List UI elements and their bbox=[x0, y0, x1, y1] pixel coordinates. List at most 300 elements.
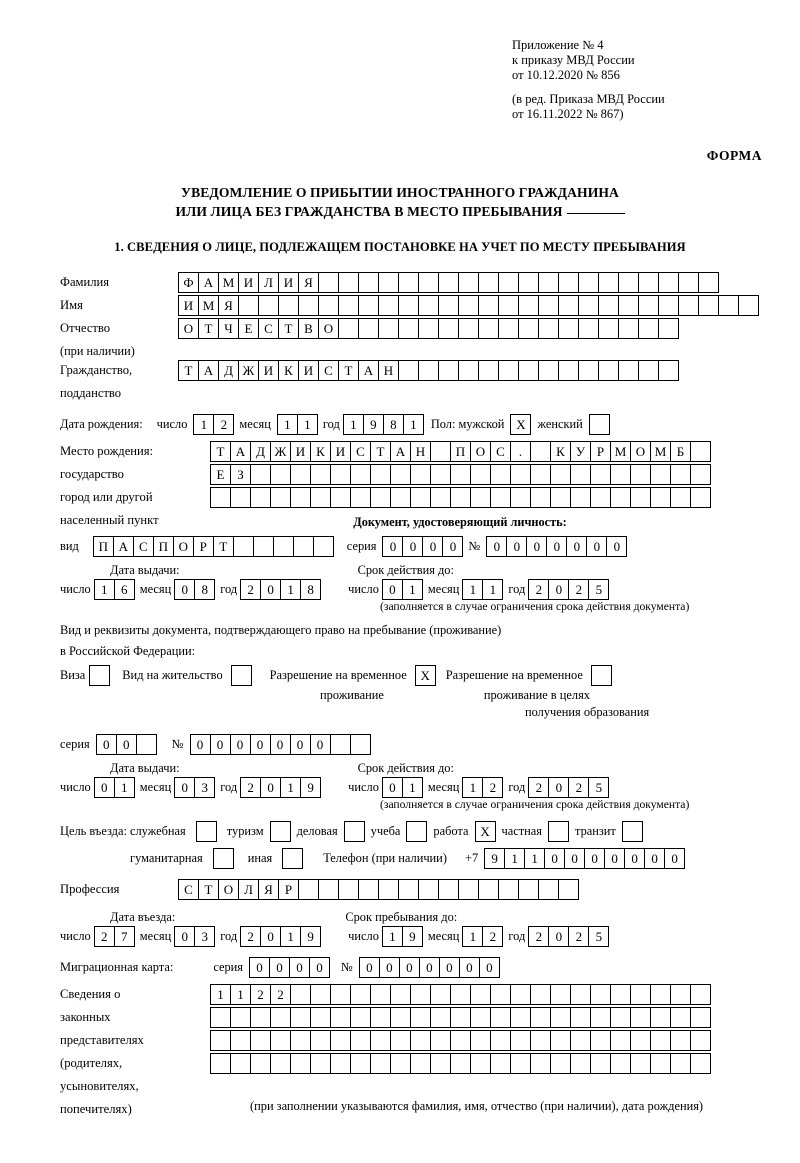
char-cell[interactable]: С bbox=[133, 536, 154, 557]
permit-issue-day-input[interactable] bbox=[94, 777, 134, 798]
char-cell[interactable]: 2 bbox=[250, 984, 271, 1005]
char-cell[interactable] bbox=[670, 1030, 691, 1051]
char-cell[interactable]: 1 bbox=[504, 848, 525, 869]
char-cell[interactable] bbox=[570, 984, 591, 1005]
char-cell[interactable] bbox=[658, 295, 679, 316]
char-cell[interactable]: К bbox=[310, 441, 331, 462]
char-cell[interactable] bbox=[370, 1030, 391, 1051]
char-cell[interactable]: В bbox=[298, 318, 319, 339]
char-cell[interactable] bbox=[258, 295, 279, 316]
char-cell[interactable] bbox=[490, 1007, 511, 1028]
doc-valid-month-input[interactable] bbox=[462, 579, 502, 600]
char-cell[interactable] bbox=[638, 318, 659, 339]
migration-series-input[interactable] bbox=[249, 957, 329, 978]
char-cell[interactable]: П bbox=[450, 441, 471, 462]
char-cell[interactable] bbox=[230, 1030, 251, 1051]
char-cell[interactable] bbox=[430, 464, 451, 485]
char-cell[interactable]: 2 bbox=[240, 777, 261, 798]
char-cell[interactable] bbox=[550, 1007, 571, 1028]
char-cell[interactable] bbox=[418, 318, 439, 339]
char-cell[interactable] bbox=[518, 879, 539, 900]
char-cell[interactable] bbox=[410, 1030, 431, 1051]
char-cell[interactable] bbox=[430, 984, 451, 1005]
purpose-study-checkbox[interactable] bbox=[406, 821, 427, 842]
char-cell[interactable] bbox=[478, 879, 499, 900]
char-cell[interactable]: И bbox=[278, 272, 299, 293]
char-cell[interactable] bbox=[358, 295, 379, 316]
char-cell[interactable] bbox=[578, 272, 599, 293]
citizenship-input[interactable] bbox=[178, 360, 678, 381]
doc-series-input[interactable] bbox=[382, 536, 462, 557]
char-cell[interactable] bbox=[450, 1053, 471, 1074]
char-cell[interactable]: 0 bbox=[230, 734, 251, 755]
char-cell[interactable]: 0 bbox=[544, 848, 565, 869]
char-cell[interactable]: 9 bbox=[300, 777, 321, 798]
char-cell[interactable] bbox=[390, 1007, 411, 1028]
doc-issue-day-input[interactable] bbox=[94, 579, 134, 600]
char-cell[interactable] bbox=[530, 1007, 551, 1028]
char-cell[interactable]: И bbox=[258, 360, 279, 381]
patronymic-input[interactable] bbox=[178, 318, 678, 339]
char-cell[interactable]: Я bbox=[258, 879, 279, 900]
char-cell[interactable]: 0 bbox=[664, 848, 685, 869]
char-cell[interactable]: И bbox=[298, 360, 319, 381]
char-cell[interactable] bbox=[630, 1007, 651, 1028]
char-cell[interactable]: 0 bbox=[190, 734, 211, 755]
char-cell[interactable] bbox=[570, 487, 591, 508]
char-cell[interactable]: 0 bbox=[260, 926, 281, 947]
char-cell[interactable] bbox=[610, 1053, 631, 1074]
char-cell[interactable] bbox=[313, 536, 334, 557]
char-cell[interactable]: 9 bbox=[363, 414, 384, 435]
char-cell[interactable]: Л bbox=[238, 879, 259, 900]
char-cell[interactable] bbox=[470, 464, 491, 485]
char-cell[interactable]: 9 bbox=[402, 926, 423, 947]
char-cell[interactable]: 0 bbox=[442, 536, 463, 557]
char-cell[interactable] bbox=[290, 464, 311, 485]
char-cell[interactable] bbox=[670, 984, 691, 1005]
phone-input[interactable] bbox=[484, 848, 684, 869]
char-cell[interactable] bbox=[618, 318, 639, 339]
char-cell[interactable] bbox=[390, 487, 411, 508]
surname-input[interactable] bbox=[178, 272, 718, 293]
char-cell[interactable]: Я bbox=[298, 272, 319, 293]
char-cell[interactable] bbox=[270, 464, 291, 485]
char-cell[interactable]: 0 bbox=[566, 536, 587, 557]
char-cell[interactable] bbox=[330, 1007, 351, 1028]
char-cell[interactable]: О bbox=[630, 441, 651, 462]
char-cell[interactable]: 1 bbox=[524, 848, 545, 869]
char-cell[interactable] bbox=[630, 487, 651, 508]
char-cell[interactable] bbox=[690, 1007, 711, 1028]
char-cell[interactable] bbox=[358, 318, 379, 339]
char-cell[interactable] bbox=[498, 295, 519, 316]
char-cell[interactable]: 0 bbox=[359, 957, 380, 978]
char-cell[interactable] bbox=[650, 464, 671, 485]
char-cell[interactable]: 0 bbox=[269, 957, 290, 978]
char-cell[interactable]: О bbox=[218, 879, 239, 900]
purpose-other-checkbox[interactable] bbox=[282, 848, 303, 869]
char-cell[interactable] bbox=[430, 441, 451, 462]
char-cell[interactable]: 2 bbox=[240, 926, 261, 947]
char-cell[interactable] bbox=[590, 1030, 611, 1051]
char-cell[interactable]: 1 bbox=[382, 926, 403, 947]
birthdate-month-input[interactable] bbox=[277, 414, 317, 435]
char-cell[interactable]: 6 bbox=[114, 579, 135, 600]
char-cell[interactable]: 0 bbox=[96, 734, 117, 755]
char-cell[interactable]: Т bbox=[338, 360, 359, 381]
char-cell[interactable] bbox=[310, 984, 331, 1005]
char-cell[interactable]: П bbox=[93, 536, 114, 557]
char-cell[interactable] bbox=[550, 1053, 571, 1074]
char-cell[interactable] bbox=[570, 1053, 591, 1074]
char-cell[interactable]: 1 bbox=[280, 579, 301, 600]
char-cell[interactable] bbox=[430, 1030, 451, 1051]
char-cell[interactable] bbox=[136, 734, 157, 755]
char-cell[interactable] bbox=[470, 1030, 491, 1051]
residence-checkbox[interactable] bbox=[231, 665, 252, 686]
char-cell[interactable] bbox=[538, 360, 559, 381]
char-cell[interactable] bbox=[698, 272, 719, 293]
char-cell[interactable] bbox=[330, 1030, 351, 1051]
char-cell[interactable] bbox=[438, 360, 459, 381]
char-cell[interactable] bbox=[510, 1030, 531, 1051]
char-cell[interactable]: 0 bbox=[584, 848, 605, 869]
char-cell[interactable] bbox=[293, 536, 314, 557]
char-cell[interactable]: 0 bbox=[174, 926, 195, 947]
char-cell[interactable]: 0 bbox=[606, 536, 627, 557]
char-cell[interactable]: 0 bbox=[548, 579, 569, 600]
char-cell[interactable] bbox=[250, 487, 271, 508]
char-cell[interactable]: Т bbox=[178, 360, 199, 381]
char-cell[interactable] bbox=[430, 487, 451, 508]
char-cell[interactable]: 2 bbox=[568, 777, 589, 798]
char-cell[interactable] bbox=[670, 464, 691, 485]
stay-year-input[interactable] bbox=[528, 926, 608, 947]
char-cell[interactable] bbox=[570, 1030, 591, 1051]
char-cell[interactable]: С bbox=[490, 441, 511, 462]
char-cell[interactable] bbox=[250, 1053, 271, 1074]
char-cell[interactable] bbox=[630, 464, 651, 485]
edu-residence-checkbox[interactable] bbox=[591, 665, 612, 686]
char-cell[interactable]: О bbox=[470, 441, 491, 462]
char-cell[interactable] bbox=[618, 295, 639, 316]
char-cell[interactable] bbox=[630, 1030, 651, 1051]
char-cell[interactable] bbox=[558, 295, 579, 316]
char-cell[interactable] bbox=[598, 295, 619, 316]
char-cell[interactable]: М bbox=[218, 272, 239, 293]
char-cell[interactable] bbox=[450, 464, 471, 485]
char-cell[interactable] bbox=[598, 318, 619, 339]
char-cell[interactable]: А bbox=[198, 272, 219, 293]
char-cell[interactable] bbox=[418, 295, 439, 316]
char-cell[interactable]: Е bbox=[210, 464, 231, 485]
birthdate-day-input[interactable] bbox=[193, 414, 233, 435]
char-cell[interactable] bbox=[310, 487, 331, 508]
char-cell[interactable]: 1 bbox=[277, 414, 298, 435]
doc-issue-year-input[interactable] bbox=[240, 579, 320, 600]
char-cell[interactable]: 0 bbox=[260, 579, 281, 600]
char-cell[interactable] bbox=[458, 360, 479, 381]
char-cell[interactable] bbox=[270, 1030, 291, 1051]
char-cell[interactable] bbox=[358, 272, 379, 293]
char-cell[interactable] bbox=[630, 1053, 651, 1074]
char-cell[interactable] bbox=[530, 1030, 551, 1051]
char-cell[interactable] bbox=[310, 1030, 331, 1051]
char-cell[interactable]: Т bbox=[213, 536, 234, 557]
char-cell[interactable]: С bbox=[258, 318, 279, 339]
char-cell[interactable] bbox=[390, 1030, 411, 1051]
char-cell[interactable]: 0 bbox=[289, 957, 310, 978]
char-cell[interactable] bbox=[530, 984, 551, 1005]
permit-valid-day-input[interactable] bbox=[382, 777, 422, 798]
char-cell[interactable]: 1 bbox=[94, 579, 115, 600]
char-cell[interactable] bbox=[658, 318, 679, 339]
char-cell[interactable] bbox=[270, 487, 291, 508]
char-cell[interactable]: 0 bbox=[548, 926, 569, 947]
purpose-private-checkbox[interactable] bbox=[548, 821, 569, 842]
char-cell[interactable] bbox=[338, 295, 359, 316]
char-cell[interactable]: 0 bbox=[624, 848, 645, 869]
char-cell[interactable]: 1 bbox=[403, 414, 424, 435]
char-cell[interactable] bbox=[638, 360, 659, 381]
char-cell[interactable]: 0 bbox=[644, 848, 665, 869]
char-cell[interactable] bbox=[450, 1007, 471, 1028]
char-cell[interactable] bbox=[318, 272, 339, 293]
char-cell[interactable]: К bbox=[278, 360, 299, 381]
char-cell[interactable] bbox=[370, 1007, 391, 1028]
char-cell[interactable]: 0 bbox=[174, 777, 195, 798]
char-cell[interactable] bbox=[350, 464, 371, 485]
char-cell[interactable]: 2 bbox=[270, 984, 291, 1005]
char-cell[interactable] bbox=[378, 272, 399, 293]
char-cell[interactable] bbox=[638, 295, 659, 316]
char-cell[interactable]: 1 bbox=[402, 777, 423, 798]
char-cell[interactable] bbox=[538, 272, 559, 293]
char-cell[interactable] bbox=[290, 1007, 311, 1028]
char-cell[interactable] bbox=[310, 1053, 331, 1074]
entry-month-input[interactable] bbox=[174, 926, 214, 947]
char-cell[interactable]: И bbox=[178, 295, 199, 316]
doc-valid-day-input[interactable] bbox=[382, 579, 422, 600]
char-cell[interactable]: И bbox=[290, 441, 311, 462]
char-cell[interactable] bbox=[418, 360, 439, 381]
char-cell[interactable] bbox=[310, 1007, 331, 1028]
char-cell[interactable] bbox=[690, 1053, 711, 1074]
char-cell[interactable] bbox=[550, 1030, 571, 1051]
char-cell[interactable]: 0 bbox=[270, 734, 291, 755]
char-cell[interactable] bbox=[578, 295, 599, 316]
char-cell[interactable] bbox=[558, 360, 579, 381]
char-cell[interactable] bbox=[510, 1053, 531, 1074]
stay-day-input[interactable] bbox=[382, 926, 422, 947]
char-cell[interactable]: О bbox=[178, 318, 199, 339]
char-cell[interactable]: . bbox=[510, 441, 531, 462]
char-cell[interactable] bbox=[458, 272, 479, 293]
char-cell[interactable]: Д bbox=[218, 360, 239, 381]
char-cell[interactable]: 3 bbox=[194, 777, 215, 798]
char-cell[interactable] bbox=[438, 318, 459, 339]
char-cell[interactable]: 0 bbox=[604, 848, 625, 869]
char-cell[interactable] bbox=[478, 318, 499, 339]
char-cell[interactable] bbox=[510, 464, 531, 485]
char-cell[interactable] bbox=[398, 318, 419, 339]
char-cell[interactable]: И bbox=[330, 441, 351, 462]
char-cell[interactable] bbox=[350, 1053, 371, 1074]
permit-issue-year-input[interactable] bbox=[240, 777, 320, 798]
char-cell[interactable]: 0 bbox=[94, 777, 115, 798]
permit-issue-month-input[interactable] bbox=[174, 777, 214, 798]
char-cell[interactable]: С bbox=[178, 879, 199, 900]
char-cell[interactable] bbox=[410, 487, 431, 508]
char-cell[interactable]: 0 bbox=[174, 579, 195, 600]
char-cell[interactable] bbox=[610, 1030, 631, 1051]
char-cell[interactable] bbox=[210, 487, 231, 508]
char-cell[interactable] bbox=[458, 318, 479, 339]
char-cell[interactable]: Р bbox=[590, 441, 611, 462]
char-cell[interactable] bbox=[498, 879, 519, 900]
char-cell[interactable]: 2 bbox=[482, 777, 503, 798]
char-cell[interactable]: Л bbox=[258, 272, 279, 293]
char-cell[interactable] bbox=[438, 879, 459, 900]
char-cell[interactable]: 0 bbox=[210, 734, 231, 755]
char-cell[interactable] bbox=[350, 1030, 371, 1051]
char-cell[interactable] bbox=[630, 984, 651, 1005]
purpose-work-checkbox[interactable]: X bbox=[475, 821, 496, 842]
char-cell[interactable]: 0 bbox=[506, 536, 527, 557]
char-cell[interactable] bbox=[350, 984, 371, 1005]
char-cell[interactable]: 0 bbox=[548, 777, 569, 798]
char-cell[interactable]: 1 bbox=[193, 414, 214, 435]
char-cell[interactable] bbox=[558, 272, 579, 293]
char-cell[interactable]: Ж bbox=[238, 360, 259, 381]
char-cell[interactable] bbox=[290, 487, 311, 508]
char-cell[interactable] bbox=[390, 464, 411, 485]
char-cell[interactable]: 2 bbox=[213, 414, 234, 435]
char-cell[interactable] bbox=[510, 984, 531, 1005]
stay-month-input[interactable] bbox=[462, 926, 502, 947]
char-cell[interactable] bbox=[378, 295, 399, 316]
purpose-tourism-checkbox[interactable] bbox=[270, 821, 291, 842]
char-cell[interactable]: 0 bbox=[399, 957, 420, 978]
char-cell[interactable]: Я bbox=[218, 295, 239, 316]
char-cell[interactable] bbox=[518, 360, 539, 381]
char-cell[interactable] bbox=[290, 984, 311, 1005]
char-cell[interactable]: 0 bbox=[382, 777, 403, 798]
char-cell[interactable]: 8 bbox=[194, 579, 215, 600]
char-cell[interactable]: 0 bbox=[260, 777, 281, 798]
char-cell[interactable] bbox=[290, 1053, 311, 1074]
char-cell[interactable]: 0 bbox=[290, 734, 311, 755]
char-cell[interactable] bbox=[610, 487, 631, 508]
char-cell[interactable] bbox=[658, 360, 679, 381]
temp-residence-checkbox[interactable]: X bbox=[415, 665, 436, 686]
char-cell[interactable] bbox=[478, 272, 499, 293]
char-cell[interactable] bbox=[338, 879, 359, 900]
char-cell[interactable] bbox=[233, 536, 254, 557]
char-cell[interactable] bbox=[230, 487, 251, 508]
char-cell[interactable]: 1 bbox=[462, 579, 483, 600]
char-cell[interactable]: Н bbox=[410, 441, 431, 462]
char-cell[interactable] bbox=[490, 464, 511, 485]
char-cell[interactable]: 0 bbox=[250, 734, 271, 755]
char-cell[interactable] bbox=[570, 1007, 591, 1028]
char-cell[interactable] bbox=[690, 441, 711, 462]
permit-valid-month-input[interactable] bbox=[462, 777, 502, 798]
legal-reps-input-2[interactable] bbox=[210, 1007, 710, 1028]
char-cell[interactable] bbox=[210, 1053, 231, 1074]
char-cell[interactable] bbox=[398, 879, 419, 900]
char-cell[interactable]: 0 bbox=[586, 536, 607, 557]
char-cell[interactable]: А bbox=[230, 441, 251, 462]
char-cell[interactable] bbox=[530, 441, 551, 462]
char-cell[interactable] bbox=[650, 1007, 671, 1028]
char-cell[interactable] bbox=[518, 318, 539, 339]
char-cell[interactable] bbox=[330, 734, 351, 755]
char-cell[interactable]: 0 bbox=[310, 734, 331, 755]
char-cell[interactable]: 0 bbox=[486, 536, 507, 557]
char-cell[interactable]: 0 bbox=[402, 536, 423, 557]
char-cell[interactable] bbox=[610, 984, 631, 1005]
char-cell[interactable] bbox=[298, 295, 319, 316]
doc-issue-month-input[interactable] bbox=[174, 579, 214, 600]
char-cell[interactable]: Е bbox=[238, 318, 259, 339]
char-cell[interactable] bbox=[690, 984, 711, 1005]
purpose-official-checkbox[interactable] bbox=[196, 821, 217, 842]
char-cell[interactable] bbox=[670, 1053, 691, 1074]
char-cell[interactable]: 2 bbox=[528, 926, 549, 947]
char-cell[interactable]: 5 bbox=[588, 579, 609, 600]
char-cell[interactable]: 1 bbox=[343, 414, 364, 435]
char-cell[interactable] bbox=[410, 984, 431, 1005]
char-cell[interactable] bbox=[598, 360, 619, 381]
char-cell[interactable] bbox=[318, 295, 339, 316]
char-cell[interactable]: 0 bbox=[439, 957, 460, 978]
char-cell[interactable] bbox=[590, 1053, 611, 1074]
char-cell[interactable] bbox=[510, 1007, 531, 1028]
char-cell[interactable]: К bbox=[550, 441, 571, 462]
char-cell[interactable] bbox=[650, 1053, 671, 1074]
char-cell[interactable]: 1 bbox=[114, 777, 135, 798]
char-cell[interactable] bbox=[370, 464, 391, 485]
char-cell[interactable] bbox=[590, 487, 611, 508]
char-cell[interactable]: Ж bbox=[270, 441, 291, 462]
char-cell[interactable]: Т bbox=[198, 318, 219, 339]
char-cell[interactable] bbox=[490, 1053, 511, 1074]
birthdate-year-input[interactable] bbox=[343, 414, 423, 435]
char-cell[interactable] bbox=[338, 318, 359, 339]
char-cell[interactable]: 0 bbox=[116, 734, 137, 755]
char-cell[interactable]: 0 bbox=[382, 536, 403, 557]
char-cell[interactable] bbox=[438, 272, 459, 293]
char-cell[interactable]: 2 bbox=[528, 579, 549, 600]
char-cell[interactable] bbox=[530, 1053, 551, 1074]
char-cell[interactable]: Р bbox=[278, 879, 299, 900]
legal-reps-input-1[interactable] bbox=[210, 984, 710, 1005]
char-cell[interactable]: О bbox=[173, 536, 194, 557]
char-cell[interactable] bbox=[298, 879, 319, 900]
char-cell[interactable] bbox=[530, 464, 551, 485]
char-cell[interactable]: 1 bbox=[462, 777, 483, 798]
char-cell[interactable] bbox=[490, 1030, 511, 1051]
char-cell[interactable] bbox=[330, 487, 351, 508]
char-cell[interactable]: 2 bbox=[568, 579, 589, 600]
char-cell[interactable] bbox=[590, 464, 611, 485]
char-cell[interactable]: 0 bbox=[422, 536, 443, 557]
char-cell[interactable] bbox=[330, 1053, 351, 1074]
char-cell[interactable] bbox=[590, 984, 611, 1005]
char-cell[interactable] bbox=[390, 1053, 411, 1074]
